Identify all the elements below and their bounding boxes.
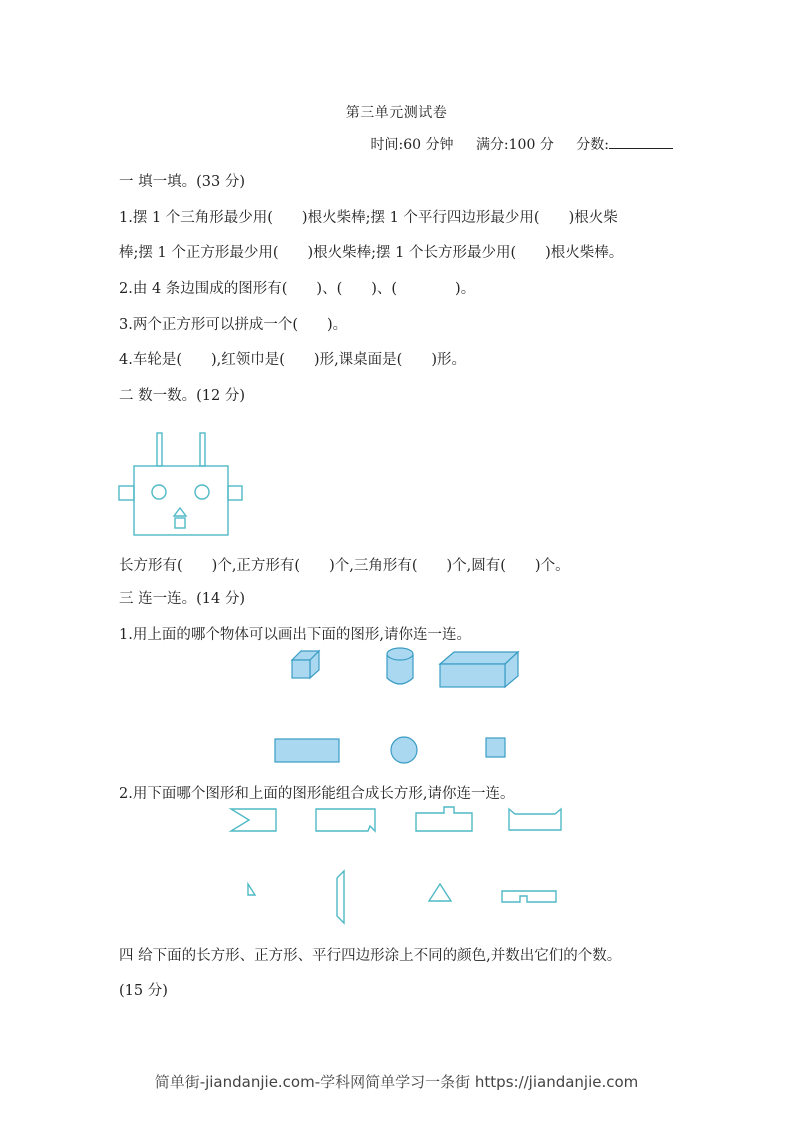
section3-heading: 三 连一连。(14 分) <box>119 591 245 607</box>
section3-question-1: 1.用上面的哪个物体可以画出下面的图形,请你连一连。 <box>119 627 471 643</box>
tab-rectangle <box>416 807 472 831</box>
cylinder-icon <box>387 648 413 684</box>
score-label: 分数: <box>576 137 609 153</box>
q2-top-shapes <box>225 800 575 845</box>
mouth-square <box>175 518 185 528</box>
robot-figure <box>110 425 260 545</box>
footer-watermark: 简单街-jiandanjie.com-学科网简单学习一条街 https://jiandanjie.com <box>154 1073 639 1091</box>
page-title: 第三单元测试卷 <box>345 105 448 121</box>
exam-meta <box>353 134 674 154</box>
section3-question-2: 2.用下面哪个图形和上面的图形能组合成长方形,请你连一连。 <box>119 786 515 802</box>
thin-trapezoid-piece <box>337 871 344 923</box>
slot-rectangle-piece <box>502 891 556 902</box>
solids-and-faces <box>270 640 530 770</box>
antenna-right <box>200 433 205 466</box>
cuboid-icon <box>440 652 518 687</box>
score-blank[interactable] <box>609 136 673 149</box>
eye-left <box>152 485 166 499</box>
section2-question: 长方形有( )个,正方形有( )个,三角形有( )个,圆有( )个。 <box>119 558 570 574</box>
question-4: 4.车轮是( ),红领巾是( )形,课桌面是( )形。 <box>119 352 466 368</box>
ear-right <box>228 486 242 500</box>
rectangle-face <box>275 739 339 762</box>
nose-triangle <box>174 508 186 516</box>
corner-notch-rectangle <box>316 809 375 831</box>
square-face <box>486 738 505 757</box>
question-1-line1: 1.摆 1 个三角形最少用( )根火柴棒;摆 1 个平行四边形最少用( )根火柴 <box>119 210 618 226</box>
section1-heading: 一 填一填。(33 分) <box>119 174 245 190</box>
question-2: 2.由 4 条边围成的图形有( )、( )、( )。 <box>119 281 476 297</box>
robot-head <box>134 466 228 535</box>
v-notch-rectangle <box>231 809 276 831</box>
triangle-piece <box>429 884 451 901</box>
cut-corners-rectangle <box>509 809 561 830</box>
ear-left <box>119 486 134 500</box>
question-1-line2: 棒;摆 1 个正方形最少用( )根火柴棒;摆 1 个长方形最少用( )根火柴棒。 <box>119 245 624 261</box>
section4-heading: 四 给下面的长方形、正方形、平行四边形涂上不同的颜色,并数出它们的个数。 <box>119 948 622 964</box>
section4-score: (15 分) <box>119 983 168 999</box>
circle-face <box>391 737 417 763</box>
time-label: 时间:60 分钟 <box>370 137 454 153</box>
full-score-label: 满分:100 分 <box>475 137 554 153</box>
small-triangle-piece <box>248 884 255 895</box>
cube-icon <box>292 651 319 678</box>
antenna-left <box>157 433 162 466</box>
question-3: 3.两个正方形可以拼成一个( )。 <box>119 317 348 333</box>
eye-right <box>195 485 209 499</box>
q2-bottom-shapes <box>225 860 575 930</box>
section2-heading: 二 数一数。(12 分) <box>119 388 245 404</box>
